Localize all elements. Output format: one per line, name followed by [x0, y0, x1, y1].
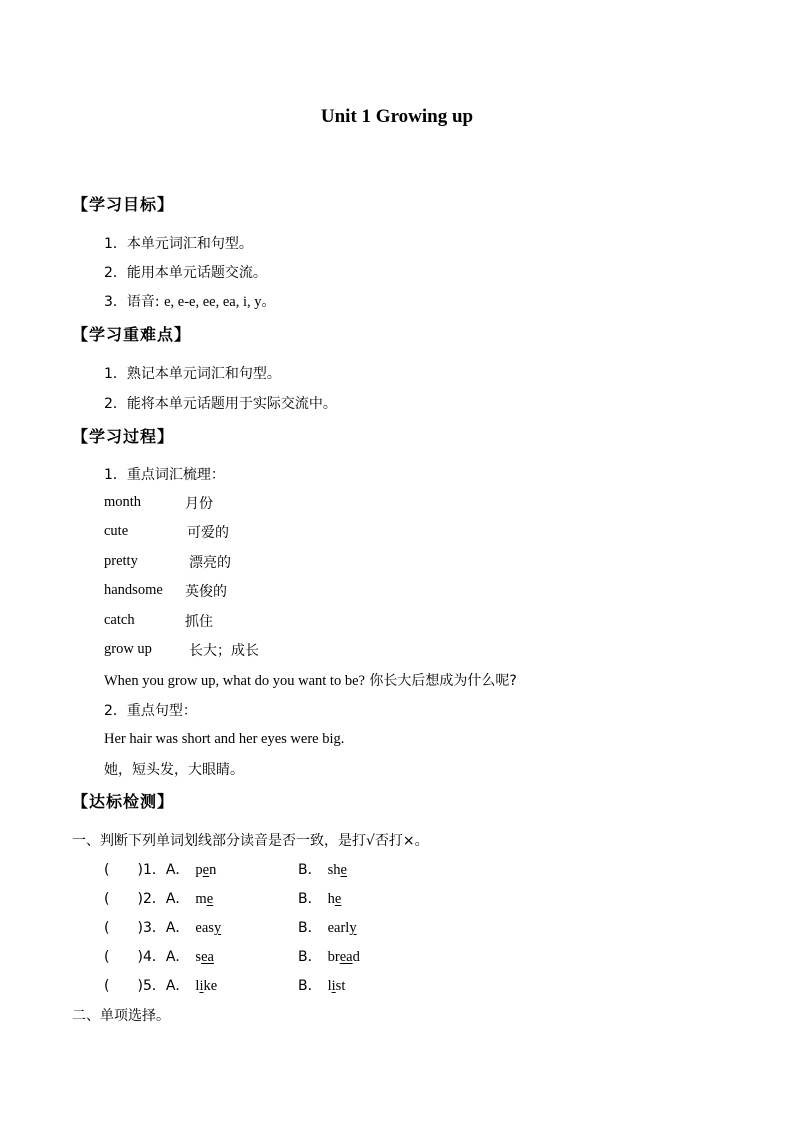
question-row: ( )3．A． easy: [104, 920, 222, 936]
question-row: ( )4．A． sea: [104, 949, 214, 965]
vocab-cn: 漂亮的: [189, 555, 231, 571]
sentence-title: 2．重点句型：: [104, 703, 197, 719]
vocab-en: catch: [104, 612, 135, 628]
answer-paren: ( ): [104, 920, 143, 936]
vocab-en: cute: [104, 523, 129, 539]
answer-paren: ( ): [104, 862, 143, 878]
vocab-cn: 英俊的: [185, 584, 227, 600]
test-part-2: 二、单项选择。: [72, 1008, 170, 1024]
heading-key-points: 【学习重难点】: [72, 325, 192, 344]
phrase-cn: 你长大后想成为什么呢?: [364, 673, 517, 689]
heading-test: 【达标检测】: [72, 792, 175, 811]
option-b: B． she: [298, 862, 347, 878]
option-b: B． bread: [298, 949, 360, 965]
question-number: 2．A．: [142, 891, 190, 907]
phonics-end: 。: [261, 294, 276, 310]
vocab-title: 1．重点词汇梳理：: [104, 467, 225, 483]
phrase-en: When you grow up, what do you want to be?: [104, 673, 365, 689]
vocab-cn: 可爱的: [187, 525, 229, 541]
heading-objectives: 【学习目标】: [72, 195, 175, 214]
vocab-cn: 月份: [185, 496, 213, 512]
option-b: B． list: [298, 978, 346, 994]
option-b: B． early: [298, 920, 357, 936]
question-number: 3．A．: [142, 920, 190, 936]
vocab-en: month: [104, 494, 142, 510]
vocab-en: grow up: [104, 641, 152, 657]
answer-paren: ( ): [104, 978, 143, 994]
answer-paren: ( ): [104, 891, 143, 907]
question-number: 5．A．: [142, 978, 190, 994]
phrase-line: [104, 670, 517, 690]
question-number: 1．A．: [142, 862, 190, 878]
test-part-1: 一、判断下列单词划线部分读音是否一致，是打√否打×。: [72, 833, 429, 849]
answer-paren: ( ): [104, 949, 143, 965]
page-title: Unit 1 Growing up: [320, 106, 474, 127]
question-row: ( )1．A． pen: [104, 862, 217, 878]
vocab-cn: 抓住: [185, 614, 213, 630]
sentence-cn: 她，短头发，大眼睛。: [104, 762, 244, 778]
question-number: 4．A．: [142, 949, 190, 965]
option-b: B． he: [298, 891, 342, 907]
key-point-item: 1．熟记本单元词汇和句型。: [104, 366, 281, 382]
vocab-cn: 长大；成长: [189, 643, 259, 659]
question-row: ( )2．A． me: [104, 891, 214, 907]
phonics-value: e, e-e, ee, ea, i, y: [164, 294, 262, 310]
sentence-en: Her hair was short and her eyes were big.: [104, 731, 345, 747]
vocab-en: pretty: [104, 553, 138, 569]
heading-process: 【学习过程】: [72, 427, 175, 446]
vocab-en: handsome: [104, 582, 163, 598]
objective-item: 2．能用本单元话题交流。: [104, 265, 267, 281]
objective-item-phonics: [104, 291, 276, 311]
key-point-item: 2．能将本单元话题用于实际交流中。: [104, 396, 337, 412]
phonics-label: 3．语音:: [104, 294, 165, 310]
objective-item: 1．本单元词汇和句型。: [104, 236, 253, 252]
question-row: ( )5．A． like: [104, 978, 218, 994]
